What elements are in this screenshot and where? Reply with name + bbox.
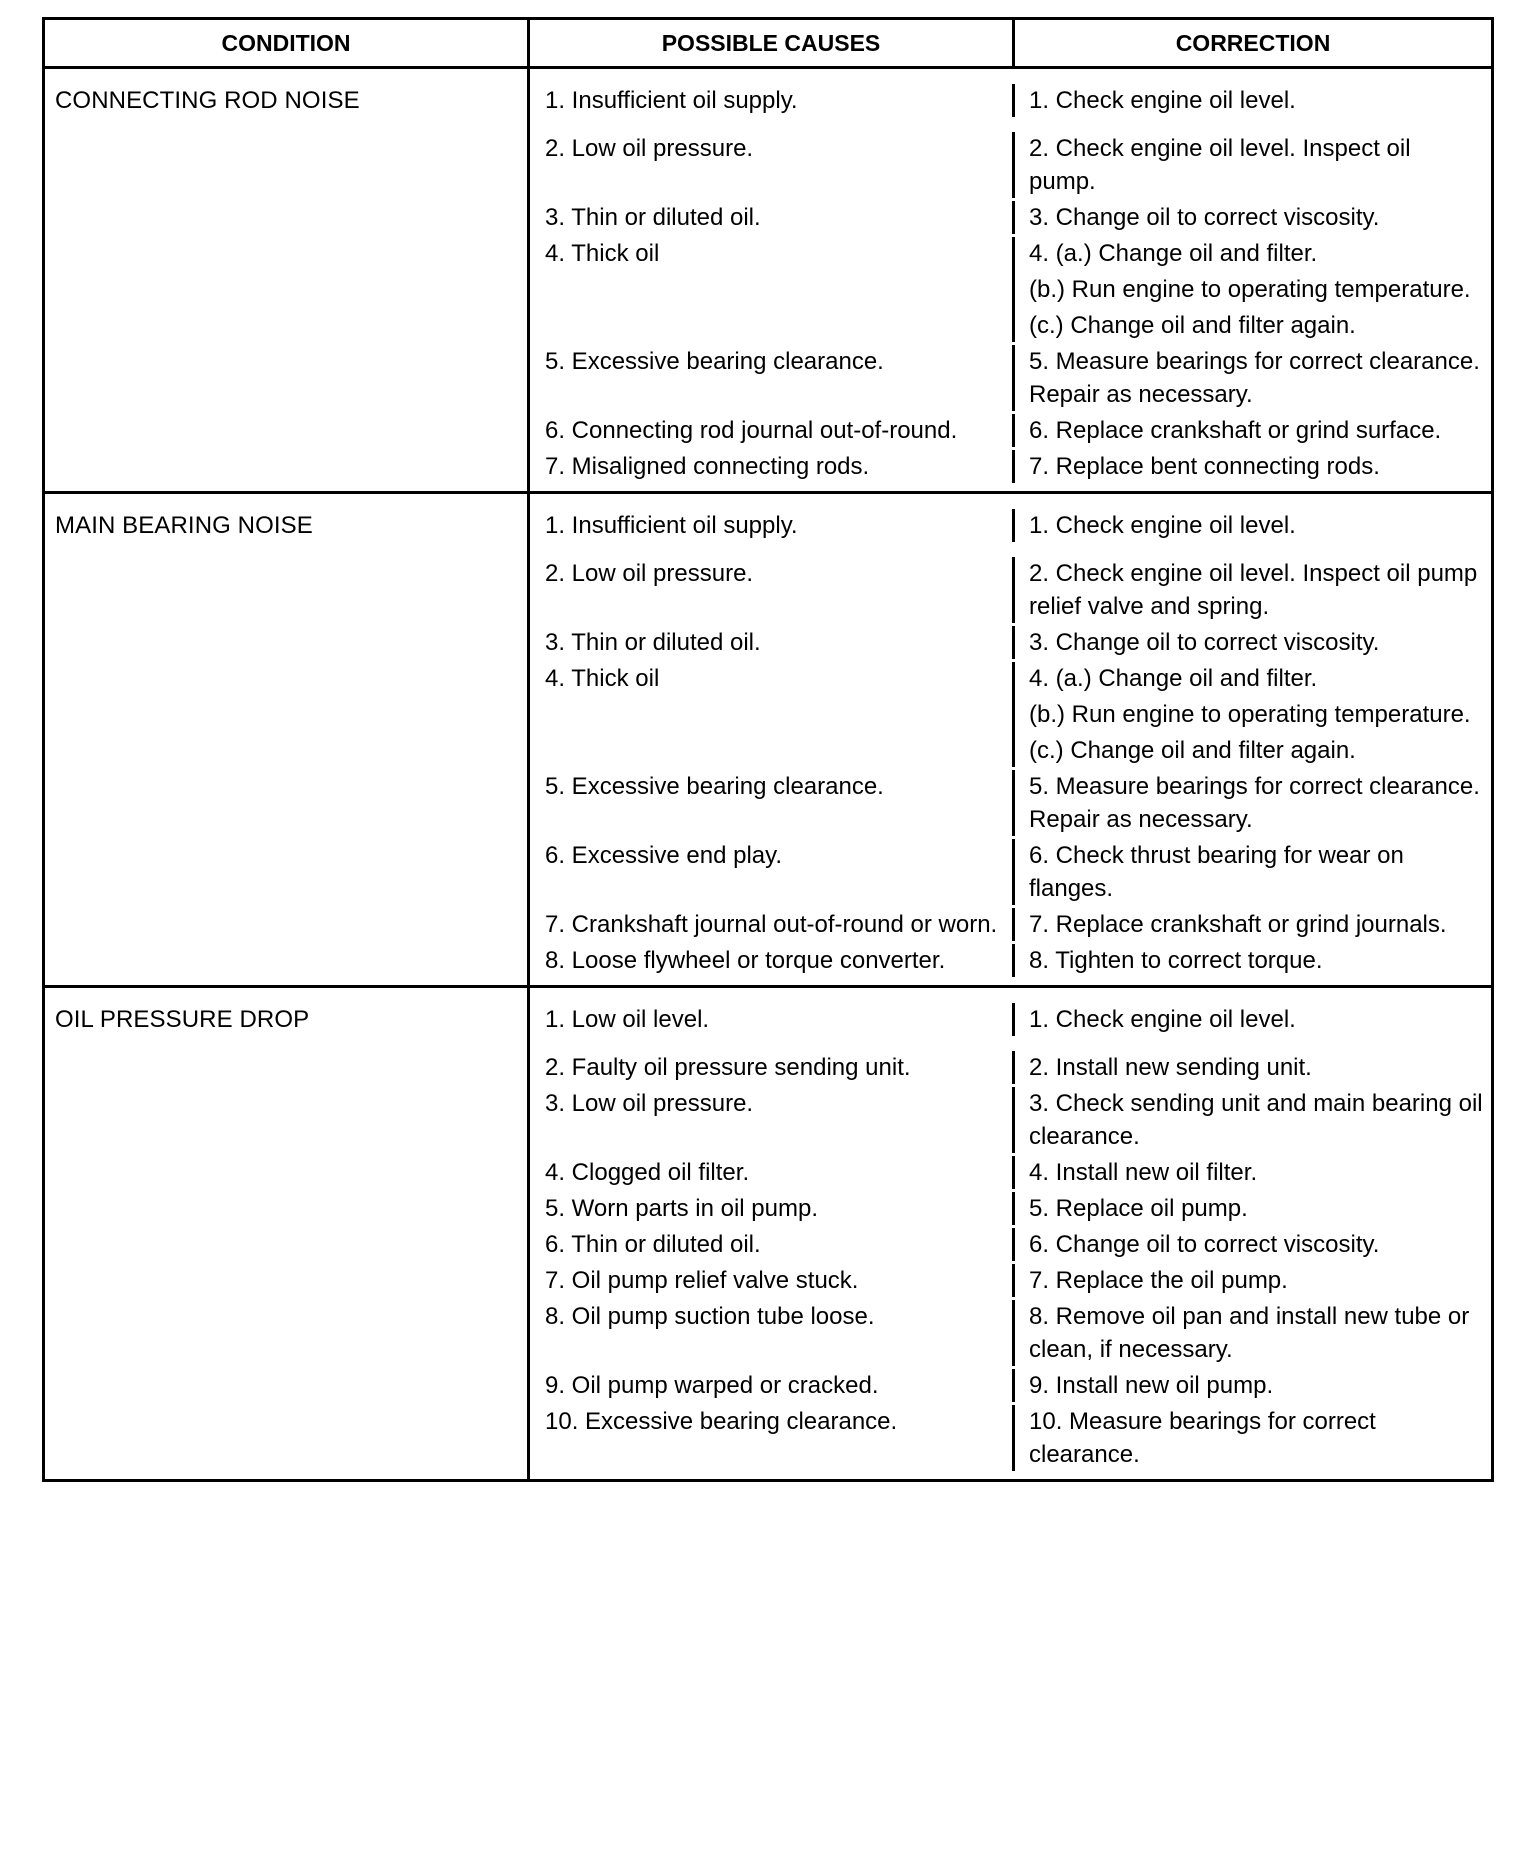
possible-cause-text: 6. Thin or diluted oil. (545, 1231, 761, 1258)
table-row (530, 1087, 1491, 1156)
table-body (45, 69, 1491, 1479)
possible-cause-text: 6. Excessive end play. (545, 842, 783, 869)
header-condition: CONDITION (45, 20, 530, 66)
correction-text: 6. Replace crankshaft or grind surface. (1029, 417, 1442, 444)
correction-cell (1015, 1300, 1491, 1366)
cause-correction-list (530, 988, 1491, 1479)
correction-cell (1015, 1405, 1491, 1471)
possible-cause-cell (530, 770, 1015, 836)
correction-cell (1015, 414, 1491, 447)
correction-cell (1015, 1051, 1491, 1084)
correction-text: 2. Check engine oil level. Inspect oil pump. (1029, 135, 1411, 195)
possible-cause-cell (530, 1192, 1015, 1225)
possible-cause-text: 3. Thin or diluted oil. (545, 629, 761, 656)
possible-cause-text: 5. Excessive bearing clearance. (545, 348, 884, 375)
possible-cause-text: 8. Loose flywheel or torque converter. (545, 947, 946, 974)
table-row (530, 1300, 1491, 1369)
possible-cause-cell (530, 414, 1015, 447)
condition-label: CONNECTING ROD NOISE (45, 69, 530, 491)
correction-text: 4. (a.) Change oil and filter. (1029, 240, 1318, 267)
table-row (530, 944, 1491, 985)
possible-cause-cell (530, 1369, 1015, 1402)
possible-cause-cell (530, 626, 1015, 659)
table-row (530, 494, 1491, 557)
table-row (530, 69, 1491, 132)
possible-cause-cell (530, 345, 1015, 411)
table-row (530, 237, 1491, 345)
possible-cause-cell (530, 944, 1015, 977)
header-correction: CORRECTION (1175, 29, 1331, 56)
possible-cause-cell (530, 201, 1015, 234)
correction-text: 5. Measure bearings for correct clearance. Repair as necessary. (1029, 348, 1480, 408)
possible-cause-cell (530, 1087, 1015, 1153)
possible-cause-cell (530, 1300, 1015, 1366)
correction-text: 7. Replace bent connecting rods. (1029, 453, 1380, 480)
table-row (530, 132, 1491, 201)
correction-text: 2. Install new sending unit. (1029, 1054, 1312, 1081)
possible-cause-text: 7. Crankshaft journal out-of-round or worn. (545, 911, 998, 938)
table-row (530, 1369, 1491, 1405)
possible-cause-text: 4. Clogged oil filter. (545, 1159, 750, 1186)
possible-cause-text: 2. Faulty oil pressure sending unit. (545, 1054, 911, 1081)
possible-cause-text: 1. Insufficient oil supply. (545, 87, 798, 114)
possible-cause-text: 4. Thick oil (545, 240, 660, 267)
possible-cause-cell (530, 1156, 1015, 1189)
possible-cause-text: 10. Excessive bearing clearance. (545, 1408, 898, 1435)
correction-text: (c.) Change oil and filter again. (1029, 737, 1356, 764)
possible-cause-cell (530, 557, 1015, 623)
possible-cause-cell (530, 1405, 1015, 1471)
correction-text: (b.) Run engine to operating temperature. (1029, 701, 1471, 728)
correction-cell (1015, 1003, 1491, 1036)
possible-cause-text: 6. Connecting rod journal out-of-round. (545, 417, 958, 444)
correction-text: 4. Install new oil filter. (1029, 1159, 1258, 1186)
condition-label: MAIN BEARING NOISE (45, 494, 530, 985)
possible-cause-text: 5. Worn parts in oil pump. (545, 1195, 819, 1222)
correction-cell (1015, 450, 1491, 483)
table-row (530, 1156, 1491, 1192)
table-row (530, 414, 1491, 450)
possible-cause-cell (530, 509, 1015, 542)
possible-cause-text: 7. Misaligned connecting rods. (545, 453, 870, 480)
correction-text: 4. (a.) Change oil and filter. (1029, 665, 1318, 692)
cause-correction-list (530, 494, 1491, 985)
possible-cause-cell (530, 1264, 1015, 1297)
table-row (530, 988, 1491, 1051)
correction-cell (1015, 839, 1491, 905)
diagnosis-table (42, 17, 1494, 1482)
table-row (530, 1192, 1491, 1228)
correction-cell (1015, 908, 1491, 941)
correction-text: 1. Check engine oil level. (1029, 87, 1296, 114)
correction-text: 1. Check engine oil level. (1029, 512, 1296, 539)
correction-cell (1015, 944, 1491, 977)
table-row (530, 1051, 1491, 1087)
correction-text: 9. Install new oil pump. (1029, 1372, 1274, 1399)
correction-cell (1015, 662, 1491, 767)
table-row (530, 1405, 1491, 1479)
possible-cause-cell (530, 84, 1015, 117)
possible-cause-text: 3. Low oil pressure. (545, 1090, 754, 1117)
correction-text: 3. Change oil to correct viscosity. (1029, 629, 1380, 656)
correction-text: 8. Tighten to correct torque. (1029, 947, 1323, 974)
correction-text: 3. Change oil to correct viscosity. (1029, 204, 1380, 231)
correction-text: 5. Replace oil pump. (1029, 1195, 1248, 1222)
possible-cause-text: 2. Low oil pressure. (545, 135, 754, 162)
possible-cause-text: 1. Low oil level. (545, 1006, 710, 1033)
table-row (530, 1228, 1491, 1264)
possible-cause-cell (530, 237, 1015, 342)
correction-cell (1015, 84, 1491, 117)
table-row (530, 662, 1491, 770)
possible-cause-cell (530, 908, 1015, 941)
correction-cell (1015, 626, 1491, 659)
possible-cause-text: 2. Low oil pressure. (545, 560, 754, 587)
table-row (530, 450, 1491, 491)
correction-text: 10. Measure bearings for correct clearance. (1029, 1408, 1376, 1468)
correction-text: 8. Remove oil pan and install new tube or clean, if necessary. (1029, 1303, 1470, 1363)
possible-cause-cell (530, 662, 1015, 767)
possible-cause-text: 1. Insufficient oil supply. (545, 512, 798, 539)
correction-text: 3. Check sending unit and main bearing oil clearance. (1029, 1090, 1483, 1150)
correction-cell (1015, 770, 1491, 836)
table-row (530, 557, 1491, 626)
table-row (530, 201, 1491, 237)
correction-text: (b.) Run engine to operating temperature. (1029, 276, 1471, 303)
possible-cause-text: 8. Oil pump suction tube loose. (545, 1303, 875, 1330)
table-header (45, 20, 1491, 69)
correction-cell (1015, 132, 1491, 198)
correction-text: 6. Check thrust bearing for wear on flanges. (1029, 842, 1404, 902)
possible-cause-text: 5. Excessive bearing clearance. (545, 773, 884, 800)
condition-section (45, 988, 1491, 1479)
correction-text: 5. Measure bearings for correct clearance. Repair as necessary. (1029, 773, 1480, 833)
correction-cell (1015, 509, 1491, 542)
possible-cause-cell (530, 1051, 1015, 1084)
cause-correction-list (530, 69, 1491, 491)
possible-cause-cell (530, 1228, 1015, 1261)
correction-cell (1015, 1192, 1491, 1225)
table-row (530, 839, 1491, 908)
possible-cause-cell (530, 450, 1015, 483)
correction-text: 7. Replace the oil pump. (1029, 1267, 1288, 1294)
correction-text: 2. Check engine oil level. Inspect oil pump relief valve and spring. (1029, 560, 1478, 620)
correction-text: 7. Replace crankshaft or grind journals. (1029, 911, 1447, 938)
table-row (530, 626, 1491, 662)
possible-cause-cell (530, 839, 1015, 905)
correction-cell (1015, 345, 1491, 411)
header-possible-causes: POSSIBLE CAUSES (530, 20, 1015, 66)
possible-cause-cell (530, 1003, 1015, 1036)
table-row (530, 345, 1491, 414)
correction-text: 6. Change oil to correct viscosity. (1029, 1231, 1380, 1258)
table-row (530, 770, 1491, 839)
condition-section (45, 69, 1491, 494)
possible-cause-text: 7. Oil pump relief valve stuck. (545, 1267, 859, 1294)
correction-cell (1015, 1156, 1491, 1189)
possible-cause-text: 3. Thin or diluted oil. (545, 204, 761, 231)
possible-cause-text: 9. Oil pump warped or cracked. (545, 1372, 879, 1399)
correction-cell (1015, 1264, 1491, 1297)
correction-cell (1015, 1369, 1491, 1402)
correction-cell (1015, 557, 1491, 623)
table-row (530, 908, 1491, 944)
correction-cell (1015, 1087, 1491, 1153)
correction-cell (1015, 237, 1491, 342)
possible-cause-text: 4. Thick oil (545, 665, 660, 692)
table-row (530, 1264, 1491, 1300)
possible-cause-cell (530, 132, 1015, 198)
correction-text: (c.) Change oil and filter again. (1029, 312, 1356, 339)
correction-cell (1015, 201, 1491, 234)
condition-section (45, 494, 1491, 988)
condition-label: OIL PRESSURE DROP (45, 988, 530, 1479)
correction-text: 1. Check engine oil level. (1029, 1006, 1296, 1033)
correction-cell (1015, 1228, 1491, 1261)
